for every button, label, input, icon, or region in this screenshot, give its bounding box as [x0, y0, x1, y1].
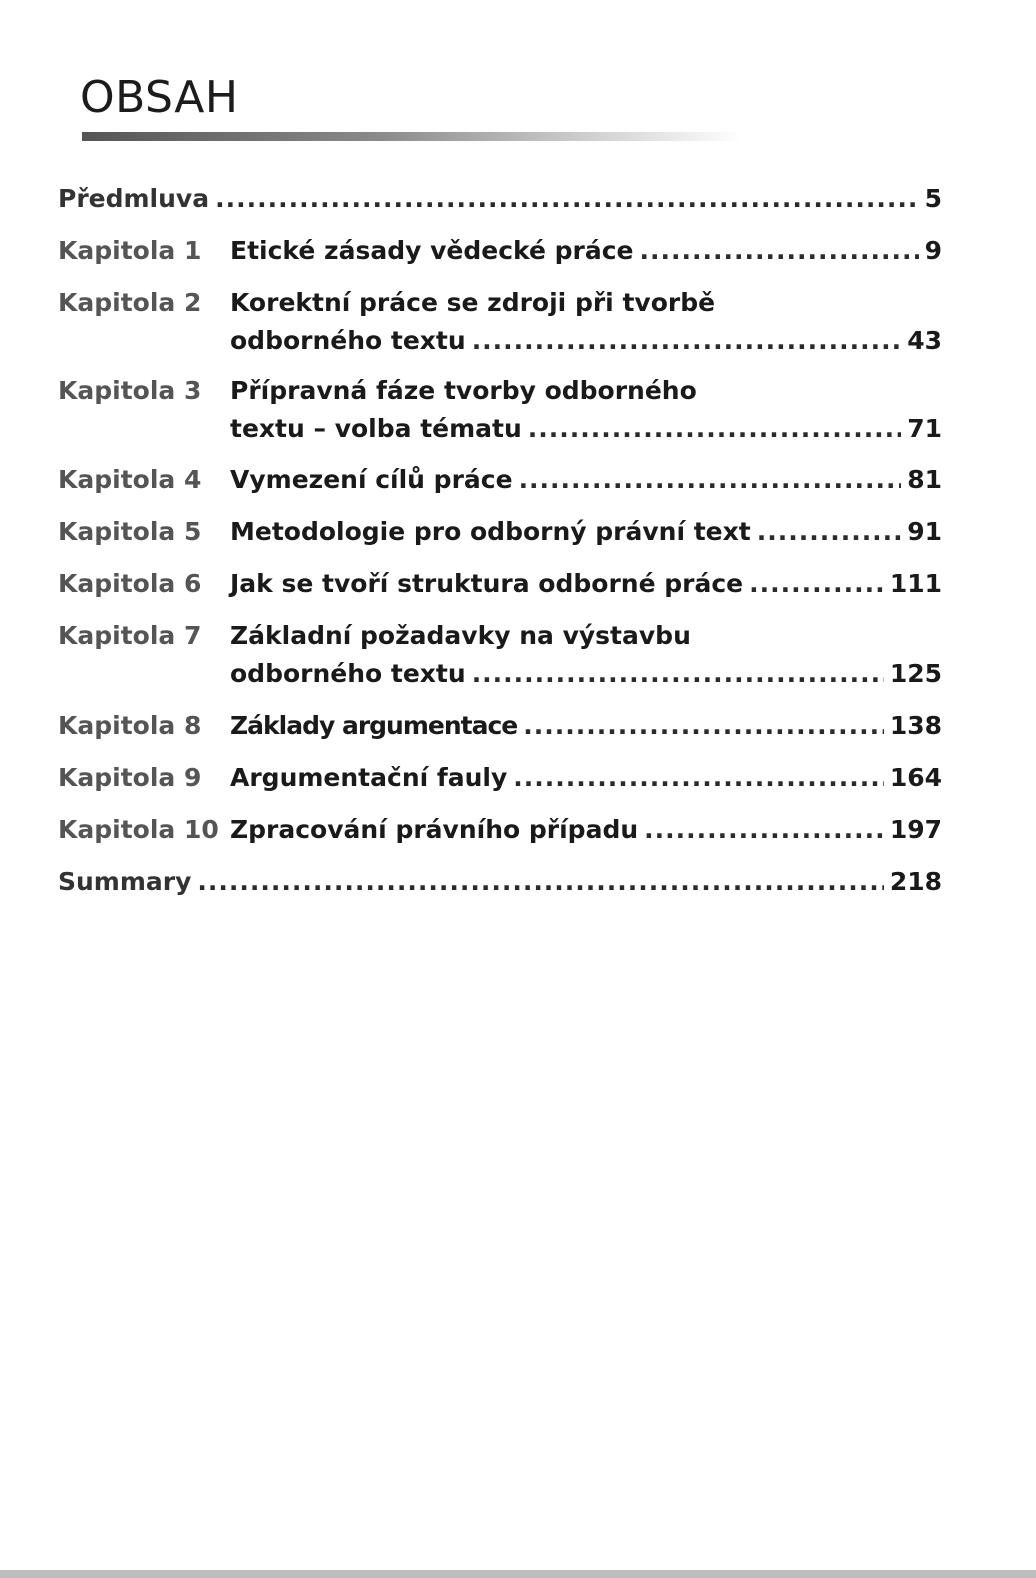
toc-entry-chapter-10[interactable] [58, 811, 942, 849]
toc-page-number: 9 [924, 236, 942, 265]
chapter-label: Kapitola 7 [58, 621, 202, 650]
leader-dots [749, 565, 884, 603]
toc-entry-chapter-5[interactable] [58, 513, 942, 551]
toc-entry-title: Zpracování právního případu [230, 815, 639, 844]
chapter-label: Kapitola 2 [58, 288, 202, 317]
leader-dots [519, 461, 902, 499]
toc-entry-title: Předmluva [58, 184, 210, 213]
leader-dots [197, 863, 883, 901]
chapter-label: Kapitola 8 [58, 711, 202, 740]
toc-entry-chapter-3[interactable] [58, 372, 942, 448]
toc-page-number: 91 [907, 517, 942, 546]
page-title: OBSAH [80, 72, 239, 123]
toc-page-number: 218 [889, 867, 942, 896]
toc-entry-chapter-1[interactable] [58, 232, 942, 270]
toc-page-number: 43 [907, 326, 942, 355]
chapter-label: Kapitola 1 [58, 236, 202, 265]
leader-dots [215, 180, 919, 218]
toc-entry-chapter-9[interactable] [58, 759, 942, 797]
toc-entry-chapter-4[interactable] [58, 461, 942, 499]
toc-entry-title-continued: textu – volba tématu [230, 414, 522, 443]
chapter-label: Kapitola 3 [58, 376, 202, 405]
toc-entry-title-continued: odborného textu [230, 326, 466, 355]
toc-entry-title: Přípravná fáze tvorby odborného [230, 376, 697, 405]
leader-dots [472, 655, 884, 693]
toc-entry-title: Summary [58, 867, 192, 896]
toc-page-number: 5 [924, 184, 942, 213]
toc-entry-summary[interactable] [58, 863, 942, 901]
toc-entry-title-continued: odborného textu [230, 659, 466, 688]
toc-entry-title: Základní požadavky na výstavbu [230, 621, 691, 650]
toc-entry-title: Jak se tvoří struktura odborné práce [230, 569, 744, 598]
toc-entry-title: Etické zásady vědecké práce [230, 236, 634, 265]
page-bottom-edge [0, 1570, 1036, 1578]
table-of-contents [58, 180, 942, 901]
toc-page-number: 125 [889, 659, 942, 688]
leader-dots [523, 707, 884, 745]
toc-page-number: 111 [889, 569, 942, 598]
leader-dots [528, 410, 901, 448]
toc-entry-chapter-2[interactable] [58, 284, 942, 360]
toc-page-number: 81 [907, 465, 942, 494]
leader-dots [513, 759, 884, 797]
leader-dots [472, 322, 902, 360]
toc-page-number: 197 [889, 815, 942, 844]
toc-entry-chapter-6[interactable] [58, 565, 942, 603]
toc-entry-chapter-7[interactable] [58, 617, 942, 693]
chapter-label: Kapitola 5 [58, 517, 202, 546]
toc-entry-title: Vymezení cílů práce [230, 465, 513, 494]
toc-entry-title: Základy argumentace [230, 711, 518, 740]
title-underline [82, 132, 742, 141]
toc-page-number: 71 [907, 414, 942, 443]
chapter-label: Kapitola 9 [58, 763, 202, 792]
toc-page-number: 164 [889, 763, 942, 792]
chapter-label: Kapitola 4 [58, 465, 202, 494]
toc-entry-title: Metodologie pro odborný právní text [230, 517, 751, 546]
leader-dots [757, 513, 901, 551]
chapter-label: Kapitola 10 [58, 815, 219, 844]
toc-entry-predmluva[interactable] [58, 180, 942, 218]
leader-dots [640, 232, 919, 270]
toc-entry-title: Korektní práce se zdroji při tvorbě [230, 288, 716, 317]
toc-page-number: 138 [889, 711, 942, 740]
leader-dots [644, 811, 884, 849]
chapter-label: Kapitola 6 [58, 569, 202, 598]
toc-entry-chapter-8[interactable] [58, 707, 942, 745]
toc-entry-title: Argumentační fauly [230, 763, 508, 792]
